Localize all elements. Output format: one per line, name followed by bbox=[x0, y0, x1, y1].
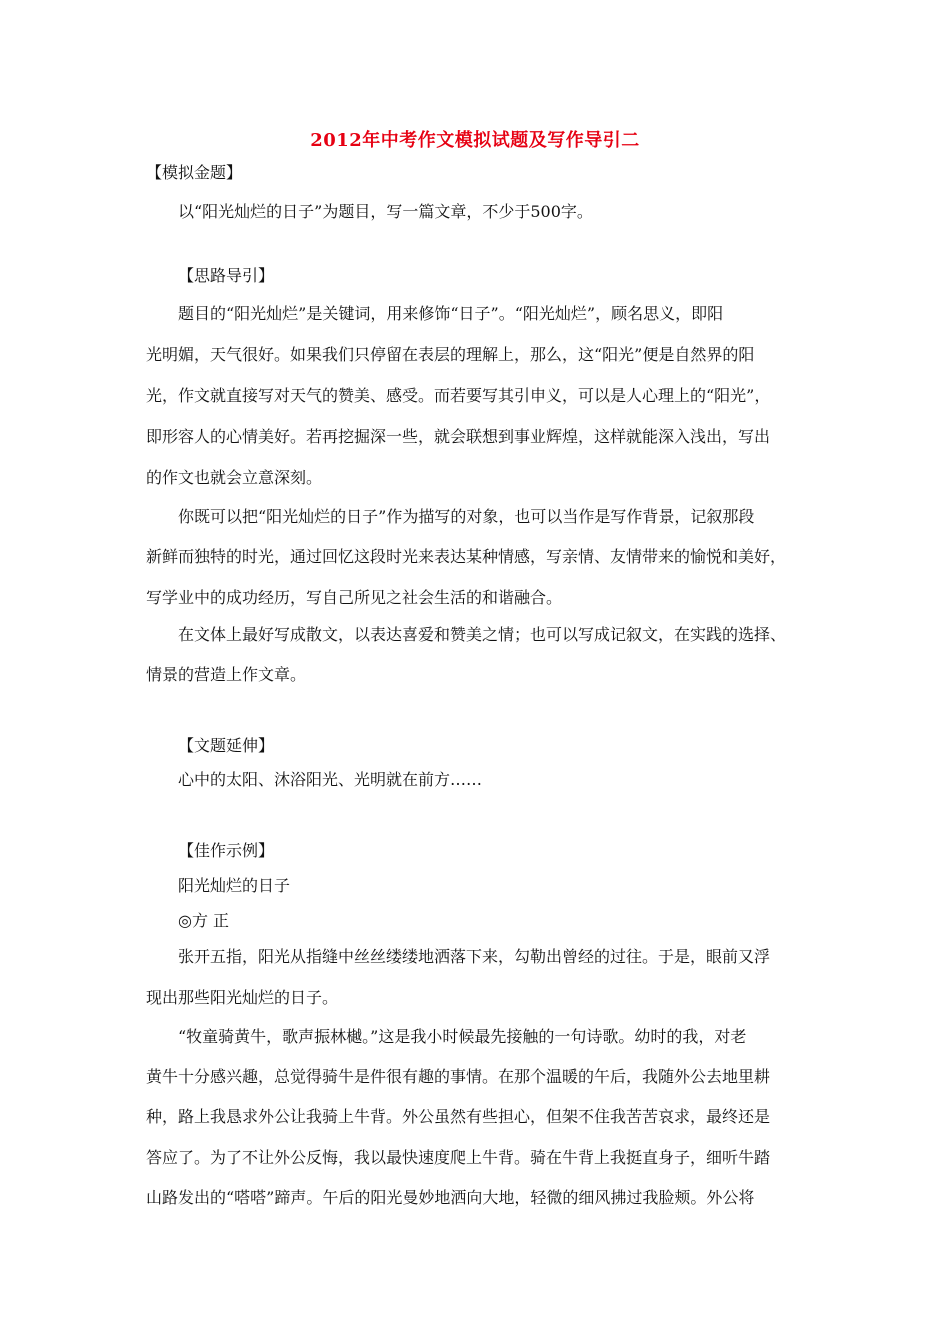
guide-line: 情景的营造上作文章。 bbox=[146, 665, 307, 684]
example-line: 张开五指，阳光从指缝中丝丝缕缕地洒落下来，勾勒出曾经的过往。于是，眼前又浮 bbox=[178, 947, 771, 966]
example-line: “牧童骑黄牛，歌声振林樾。”这是我小时候最先接触的一句诗歌。幼时的我，对老 bbox=[178, 1027, 747, 1046]
extend-text: 心中的太阳、沐浴阳光、光明就在前方…… bbox=[178, 770, 483, 789]
section-heading-extend: 【文题延伸】 bbox=[178, 736, 275, 755]
guide-line: 题目的“阳光灿烂”是关键词，用来修饰“日子”。“阳光灿烂”，顾名思义，即阳 bbox=[178, 304, 724, 323]
guide-line: 新鲜而独特的时光，通过回忆这段时光来表达某种情感，写亲情、友情带来的愉悦和美好， bbox=[146, 547, 787, 566]
example-line: 山路发出的“嗒嗒”蹄声。午后的阳光曼妙地洒向大地，轻微的细风拂过我脸颊。外公将 bbox=[146, 1188, 755, 1207]
example-author: ◎方 正 bbox=[178, 911, 230, 930]
guide-line: 光，作文就直接写对天气的赞美、感受。而若要写其引申义，可以是人心理上的“阳光”， bbox=[146, 386, 771, 405]
section-heading-example: 【佳作示例】 bbox=[178, 841, 275, 860]
example-title: 阳光灿烂的日子 bbox=[178, 876, 291, 895]
guide-line: 的作文也就会立意深刻。 bbox=[146, 468, 323, 487]
guide-line: 光明媚，天气很好。如果我们只停留在表层的理解上，那么，这“阳光”便是自然界的阳 bbox=[146, 345, 755, 364]
guide-line: 写学业中的成功经历，写自己所见之社会生活的和谐融合。 bbox=[146, 588, 563, 607]
example-line: 黄牛十分感兴趣，总觉得骑牛是件很有趣的事情。在那个温暖的午后，我随外公去地里耕 bbox=[146, 1067, 771, 1086]
document-title: 2012年中考作文模拟试题及写作导引二 bbox=[310, 130, 640, 151]
guide-line: 你既可以把“阳光灿烂的日子”作为描写的对象，也可以当作是写作背景，记叙那段 bbox=[178, 507, 755, 526]
guide-line: 即形容人的心情美好。若再挖掘深一些，就会联想到事业辉煌，这样就能深入浅出，写出 bbox=[146, 427, 771, 446]
example-line: 现出那些阳光灿烂的日子。 bbox=[146, 988, 339, 1007]
section-heading-guide: 【思路导引】 bbox=[178, 266, 275, 285]
example-line: 答应了。为了不让外公反悔，我以最快速度爬上牛背。骑在牛背上我挺直身子，细听牛踏 bbox=[146, 1148, 771, 1167]
example-line: 种，路上我恳求外公让我骑上牛背。外公虽然有些担心，但架不住我苦苦哀求，最终还是 bbox=[146, 1107, 771, 1126]
guide-line: 在文体上最好写成散文，以表达喜爱和赞美之情；也可以写成记叙文，在实践的选择、 bbox=[178, 625, 787, 644]
section-heading-mock: 【模拟金题】 bbox=[146, 163, 243, 182]
mock-prompt: 以“阳光灿烂的日子”为题目，写一篇文章，不少于500字。 bbox=[178, 202, 593, 221]
